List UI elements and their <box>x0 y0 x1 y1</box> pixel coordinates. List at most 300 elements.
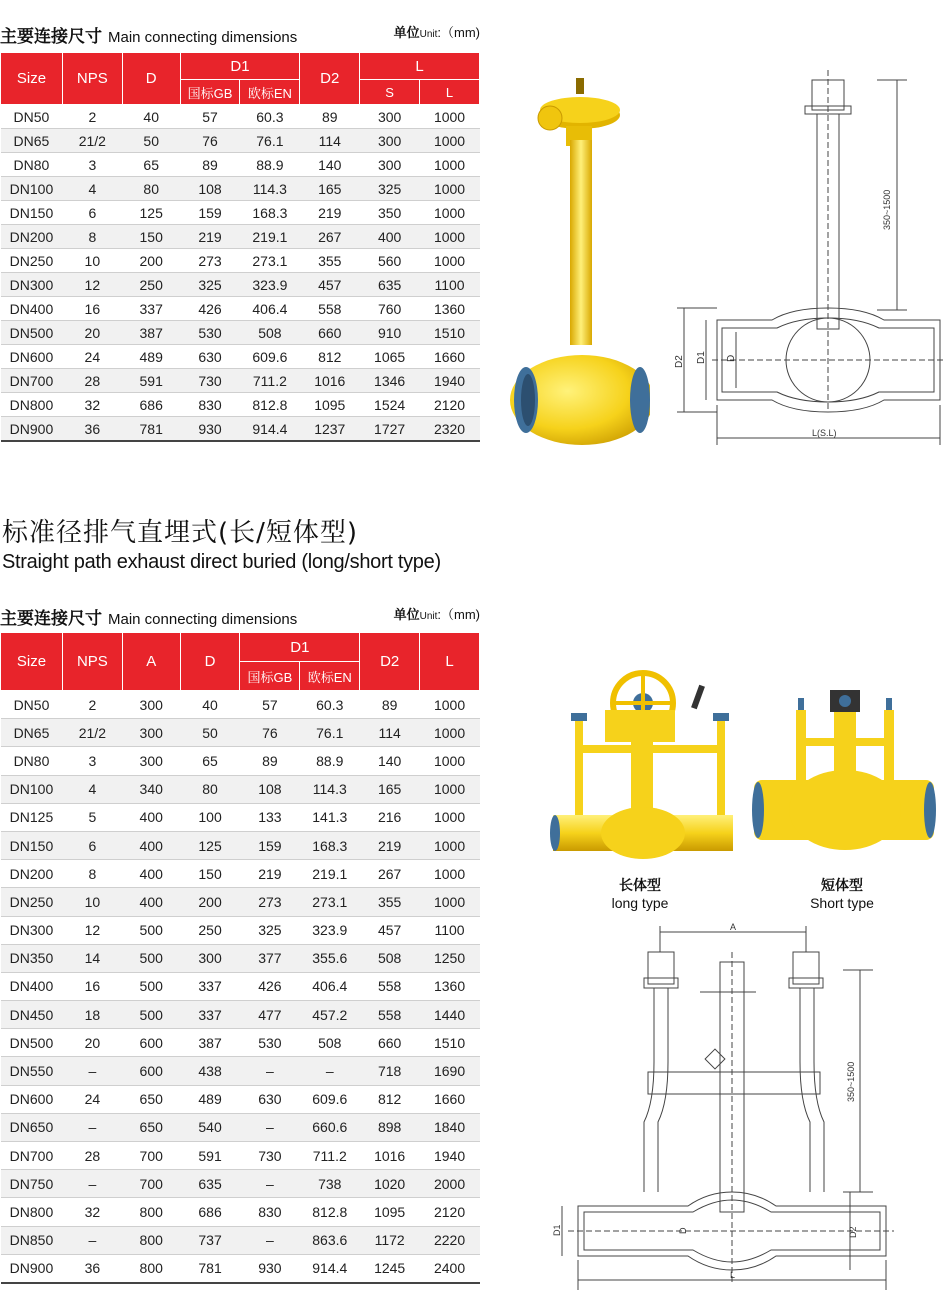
table-cell: 355.6 <box>300 944 360 972</box>
table-cell: 1660 <box>420 345 480 369</box>
table-cell: DN900 <box>1 417 63 442</box>
table-cell: DN250 <box>1 249 63 273</box>
title-en: Straight path exhaust direct buried (long/short type) <box>2 551 441 573</box>
title-cn: 标准径排气直埋式(长/短体型) <box>2 518 359 548</box>
table-cell: 600 <box>122 1029 180 1057</box>
col-s: S <box>360 80 420 105</box>
table-cell: 1100 <box>420 273 480 297</box>
table-cell: DN100 <box>1 177 63 201</box>
table-cell: 400 <box>122 803 180 831</box>
table-cell: 337 <box>122 297 180 321</box>
a-label: A <box>730 922 737 932</box>
table-cell: 1940 <box>420 1142 480 1170</box>
table-cell: 609.6 <box>300 1085 360 1113</box>
table-cell: 40 <box>180 691 240 719</box>
table-cell: 40 <box>122 105 180 129</box>
table-cell: 2 <box>62 105 122 129</box>
table-row <box>1 1254 480 1283</box>
table-cell: 1250 <box>420 944 480 972</box>
table-cell: 80 <box>180 775 240 803</box>
table-cell: 219 <box>240 860 300 888</box>
table-cell: 406.4 <box>300 972 360 1000</box>
table-cell: 400 <box>122 888 180 916</box>
table-cell: DN400 <box>1 297 63 321</box>
d1-label: D1 <box>696 351 707 364</box>
table-cell: 300 <box>180 944 240 972</box>
table-cell: 150 <box>122 225 180 249</box>
table-cell: 5 <box>62 803 122 831</box>
table-cell: 660.6 <box>300 1113 360 1141</box>
table-cell: 6 <box>62 201 122 225</box>
table-cell: 21/2 <box>62 719 122 747</box>
table-cell: DN600 <box>1 345 63 369</box>
table-cell: 21/2 <box>62 129 122 153</box>
table-cell: 355 <box>360 888 420 916</box>
table-cell: 1000 <box>420 177 480 201</box>
table-cell: 489 <box>122 345 180 369</box>
table-cell: DN400 <box>1 972 63 1000</box>
short-type-valve-photo <box>750 680 940 870</box>
table-cell: 2320 <box>420 417 480 442</box>
table-cell: 1000 <box>420 719 480 747</box>
table-row <box>1 1029 480 1057</box>
table-cell: 325 <box>180 273 240 297</box>
table-cell: 10 <box>62 888 122 916</box>
table-cell: 914.4 <box>240 417 300 442</box>
table-row <box>1 321 480 345</box>
table-cell: 508 <box>240 321 300 345</box>
table-cell: 28 <box>62 369 122 393</box>
table-cell: 635 <box>180 1170 240 1198</box>
table-cell: 1000 <box>420 105 480 129</box>
table-cell: 2120 <box>420 393 480 417</box>
table-cell: 65 <box>180 747 240 775</box>
table-row <box>1 803 480 831</box>
table-cell: 400 <box>122 831 180 859</box>
table-cell: DN550 <box>1 1057 63 1085</box>
table-row <box>1 177 480 201</box>
table-row <box>1 944 480 972</box>
table-cell: 2 <box>62 691 122 719</box>
table-cell: 1172 <box>360 1226 420 1254</box>
table-cell: DN650 <box>1 1113 63 1141</box>
caption-short-type: 短体型 Short type <box>810 878 874 911</box>
table-cell: 609.6 <box>240 345 300 369</box>
table-cell: 4 <box>62 177 122 201</box>
col-nps: NPS <box>62 633 122 691</box>
table-cell: 32 <box>62 1198 122 1226</box>
table-cell: 325 <box>360 177 420 201</box>
table-cell: 558 <box>360 972 420 1000</box>
table-cell: 273.1 <box>300 888 360 916</box>
table-row <box>1 691 480 719</box>
table-cell: – <box>62 1226 122 1254</box>
table-cell: 1510 <box>420 1029 480 1057</box>
d1-label-2: D1 <box>552 1224 562 1236</box>
table-cell: 114 <box>300 129 360 153</box>
table-cell: 718 <box>360 1057 420 1085</box>
table-cell: 6 <box>62 831 122 859</box>
table-cell: 2400 <box>420 1254 480 1283</box>
table-cell: 387 <box>180 1029 240 1057</box>
table-cell: 500 <box>122 916 180 944</box>
table-cell: 114.3 <box>300 775 360 803</box>
table-cell: 1000 <box>420 860 480 888</box>
table-cell: 1727 <box>360 417 420 442</box>
header-cn: 主要连接尺寸 <box>0 609 102 629</box>
table-cell: DN300 <box>1 273 63 297</box>
table-cell: 457 <box>360 916 420 944</box>
table-cell: 355 <box>300 249 360 273</box>
dim-height-label: 350~1500 <box>882 189 892 230</box>
table-cell: 24 <box>62 1085 122 1113</box>
table-cell: – <box>62 1113 122 1141</box>
long-type-valve-photo <box>545 665 745 870</box>
d-label-2: D <box>678 1227 688 1234</box>
table-cell: 660 <box>300 321 360 345</box>
table-cell: 711.2 <box>240 369 300 393</box>
table-cell: 500 <box>122 944 180 972</box>
dimensions-table-2 <box>0 632 480 1284</box>
table-cell: 530 <box>240 1029 300 1057</box>
table-cell: 1237 <box>300 417 360 442</box>
table-cell: 24 <box>62 345 122 369</box>
col-l: L <box>420 80 480 105</box>
table-cell: 300 <box>360 129 420 153</box>
table-cell: 12 <box>62 916 122 944</box>
table-cell: 1690 <box>420 1057 480 1085</box>
table-row <box>1 916 480 944</box>
table-cell: 1020 <box>360 1170 420 1198</box>
table-cell: 830 <box>180 393 240 417</box>
caption-long-type: 长体型 long type <box>611 878 669 911</box>
col-size: Size <box>1 53 63 105</box>
table-cell: 159 <box>240 831 300 859</box>
table-cell: DN450 <box>1 1001 63 1029</box>
table-cell: 60.3 <box>240 105 300 129</box>
table-cell: 114 <box>360 719 420 747</box>
table-cell: 1000 <box>420 153 480 177</box>
table-cell: 165 <box>300 177 360 201</box>
table-cell: 530 <box>180 321 240 345</box>
table-cell: 660 <box>360 1029 420 1057</box>
table-cell: 219 <box>300 201 360 225</box>
table-row <box>1 225 480 249</box>
table-row <box>1 1198 480 1226</box>
col-nps: NPS <box>62 53 122 105</box>
table-cell: 1660 <box>420 1085 480 1113</box>
table-cell: 219.1 <box>240 225 300 249</box>
table-cell: 12 <box>62 273 122 297</box>
table-cell: 1000 <box>420 747 480 775</box>
table-cell: 508 <box>360 944 420 972</box>
table-cell: DN300 <box>1 916 63 944</box>
section-header-1 <box>0 22 480 47</box>
table-cell: DN350 <box>1 944 63 972</box>
table-cell: DN150 <box>1 201 63 225</box>
table-cell: 36 <box>62 1254 122 1283</box>
table-row <box>1 972 480 1000</box>
table-cell: 219.1 <box>300 860 360 888</box>
table-cell: 400 <box>122 860 180 888</box>
table-cell: 100 <box>180 803 240 831</box>
table-cell: 630 <box>180 345 240 369</box>
table-cell: 500 <box>122 1001 180 1029</box>
l-label: L(S.L) <box>812 428 837 438</box>
table-cell: 323.9 <box>300 916 360 944</box>
table-cell: 781 <box>180 1254 240 1283</box>
table-cell: – <box>240 1226 300 1254</box>
table-cell: 406.4 <box>240 297 300 321</box>
table-cell: 200 <box>122 249 180 273</box>
table-cell: 1100 <box>420 916 480 944</box>
table-cell: 20 <box>62 321 122 345</box>
table-cell: 300 <box>122 719 180 747</box>
table-row <box>1 831 480 859</box>
table-cell: 1360 <box>420 297 480 321</box>
table-cell: 108 <box>240 775 300 803</box>
table-cell: 800 <box>122 1226 180 1254</box>
table-cell: 10 <box>62 249 122 273</box>
table-cell: 323.9 <box>240 273 300 297</box>
table-row <box>1 297 480 321</box>
table-row <box>1 201 480 225</box>
table-cell: 387 <box>122 321 180 345</box>
col-gb: 国标GB <box>180 80 240 105</box>
table-cell: 1524 <box>360 393 420 417</box>
table-row <box>1 1226 480 1254</box>
table-cell: – <box>62 1057 122 1085</box>
table-cell: 2120 <box>420 1198 480 1226</box>
table-cell: 267 <box>360 860 420 888</box>
table-cell: 250 <box>122 273 180 297</box>
table-cell: 457.2 <box>300 1001 360 1029</box>
table-cell: 1346 <box>360 369 420 393</box>
table-row <box>1 369 480 393</box>
section-title-2 <box>2 512 441 574</box>
table-cell: DN150 <box>1 831 63 859</box>
table-cell: DN50 <box>1 105 63 129</box>
table-cell: 273 <box>240 888 300 916</box>
table-row <box>1 105 480 129</box>
table-cell: 80 <box>122 177 180 201</box>
table-cell: 57 <box>240 691 300 719</box>
col-d2: D2 <box>360 633 420 691</box>
table-cell: 830 <box>240 1198 300 1226</box>
technical-drawing-1 <box>672 70 947 445</box>
table-cell: 32 <box>62 393 122 417</box>
table-cell: 650 <box>122 1113 180 1141</box>
table-cell: 477 <box>240 1001 300 1029</box>
ball-valve-photo <box>510 70 650 450</box>
table-cell: 114.3 <box>240 177 300 201</box>
table-row <box>1 1113 480 1141</box>
table-cell: 1840 <box>420 1113 480 1141</box>
table-row <box>1 417 480 442</box>
table-cell: 1940 <box>420 369 480 393</box>
table-cell: 1000 <box>420 775 480 803</box>
table-cell: DN200 <box>1 860 63 888</box>
table-cell: – <box>300 1057 360 1085</box>
table-cell: 400 <box>360 225 420 249</box>
table-cell: 20 <box>62 1029 122 1057</box>
table-cell: 2000 <box>420 1170 480 1198</box>
table-cell: 200 <box>180 888 240 916</box>
table-cell: 168.3 <box>300 831 360 859</box>
table-cell: 8 <box>62 225 122 249</box>
table-cell: 781 <box>122 417 180 442</box>
col-en: 欧标EN <box>240 80 300 105</box>
table-cell: 686 <box>180 1198 240 1226</box>
col-en: 欧标EN <box>300 662 360 691</box>
table-cell: DN700 <box>1 369 63 393</box>
table-row <box>1 393 480 417</box>
table-cell: DN125 <box>1 803 63 831</box>
table-cell: 700 <box>122 1142 180 1170</box>
table-cell: 1510 <box>420 321 480 345</box>
col-d1: D1 <box>180 53 300 80</box>
table-cell: 1000 <box>420 201 480 225</box>
table-cell: 489 <box>180 1085 240 1113</box>
table-cell: 930 <box>180 417 240 442</box>
table-cell: 1000 <box>420 803 480 831</box>
table-cell: 325 <box>240 916 300 944</box>
table-cell: 4 <box>62 775 122 803</box>
table-cell: 88.9 <box>300 747 360 775</box>
table-cell: 267 <box>300 225 360 249</box>
table-cell: 89 <box>180 153 240 177</box>
table-cell: DN80 <box>1 153 63 177</box>
table-cell: 1000 <box>420 691 480 719</box>
table-cell: 730 <box>240 1142 300 1170</box>
table-cell: DN65 <box>1 129 63 153</box>
table-cell: 737 <box>180 1226 240 1254</box>
l-label-2: L <box>730 1270 736 1280</box>
table-cell: 300 <box>360 153 420 177</box>
d2-label: D2 <box>674 355 685 368</box>
table-cell: 89 <box>240 747 300 775</box>
table-cell: DN80 <box>1 747 63 775</box>
table-cell: 140 <box>300 153 360 177</box>
d2-label-2: D2 <box>848 1226 858 1238</box>
table-cell: 800 <box>122 1198 180 1226</box>
table-cell: 165 <box>360 775 420 803</box>
table-cell: DN200 <box>1 225 63 249</box>
table-row <box>1 775 480 803</box>
table-cell: 125 <box>122 201 180 225</box>
table-cell: 36 <box>62 417 122 442</box>
table-cell: – <box>240 1057 300 1085</box>
table-cell: – <box>240 1113 300 1141</box>
table-cell: 1360 <box>420 972 480 1000</box>
table-cell: DN800 <box>1 393 63 417</box>
table-cell: 1000 <box>420 888 480 916</box>
table-cell: 650 <box>122 1085 180 1113</box>
table-cell: – <box>62 1170 122 1198</box>
table-cell: – <box>240 1170 300 1198</box>
section-header-2 <box>0 604 480 629</box>
table-row <box>1 1170 480 1198</box>
col-gb: 国标GB <box>240 662 300 691</box>
table-cell: 141.3 <box>300 803 360 831</box>
table-row <box>1 249 480 273</box>
table-cell: 125 <box>180 831 240 859</box>
table-row <box>1 860 480 888</box>
table-row <box>1 719 480 747</box>
table-cell: 635 <box>360 273 420 297</box>
table-cell: 337 <box>180 972 240 1000</box>
table-cell: 8 <box>62 860 122 888</box>
table-cell: 50 <box>180 719 240 747</box>
table-cell: 630 <box>240 1085 300 1113</box>
table-cell: 18 <box>62 1001 122 1029</box>
table-cell: 600 <box>122 1057 180 1085</box>
table-cell: 800 <box>122 1254 180 1283</box>
table-cell: DN250 <box>1 888 63 916</box>
col-l: L <box>420 633 480 691</box>
table-cell: 1000 <box>420 831 480 859</box>
table-cell: 76.1 <box>300 719 360 747</box>
unit-label: 单位Unit:（mm) <box>393 25 480 40</box>
table-cell: 88.9 <box>240 153 300 177</box>
table-row <box>1 1001 480 1029</box>
table-cell: DN850 <box>1 1226 63 1254</box>
table-cell: 300 <box>122 747 180 775</box>
table-cell: DN600 <box>1 1085 63 1113</box>
table-cell: 216 <box>360 803 420 831</box>
header-en: Main connecting dimensions <box>108 29 298 46</box>
table-cell: 65 <box>122 153 180 177</box>
table-cell: 1016 <box>360 1142 420 1170</box>
dimensions-table-1 <box>0 52 480 442</box>
table-cell: 2220 <box>420 1226 480 1254</box>
table-cell: 898 <box>360 1113 420 1141</box>
col-d: D <box>180 633 240 691</box>
table-cell: 426 <box>240 972 300 1000</box>
table-cell: 760 <box>360 297 420 321</box>
table-cell: 140 <box>360 747 420 775</box>
table-cell: DN100 <box>1 775 63 803</box>
table-cell: 1000 <box>420 225 480 249</box>
table-cell: 60.3 <box>300 691 360 719</box>
table-cell: 711.2 <box>300 1142 360 1170</box>
table-cell: 914.4 <box>300 1254 360 1283</box>
table-cell: 812 <box>360 1085 420 1113</box>
table-cell: 1095 <box>360 1198 420 1226</box>
table-cell: 76.1 <box>240 129 300 153</box>
table-cell: 738 <box>300 1170 360 1198</box>
table-cell: 686 <box>122 393 180 417</box>
table-cell: 540 <box>180 1113 240 1141</box>
col-size: Size <box>1 633 63 691</box>
table-cell: 28 <box>62 1142 122 1170</box>
table-cell: 812 <box>300 345 360 369</box>
table-cell: 133 <box>240 803 300 831</box>
table-row <box>1 1085 480 1113</box>
header-en: Main connecting dimensions <box>108 611 298 628</box>
table-cell: 812.8 <box>240 393 300 417</box>
table-cell: 1095 <box>300 393 360 417</box>
table-cell: 3 <box>62 153 122 177</box>
technical-drawing-2 <box>548 922 900 1294</box>
table-cell: 16 <box>62 297 122 321</box>
table-cell: 219 <box>180 225 240 249</box>
table-cell: 438 <box>180 1057 240 1085</box>
table-row <box>1 1142 480 1170</box>
table-cell: 558 <box>300 297 360 321</box>
col-d1: D1 <box>240 633 360 662</box>
table-cell: 1000 <box>420 129 480 153</box>
